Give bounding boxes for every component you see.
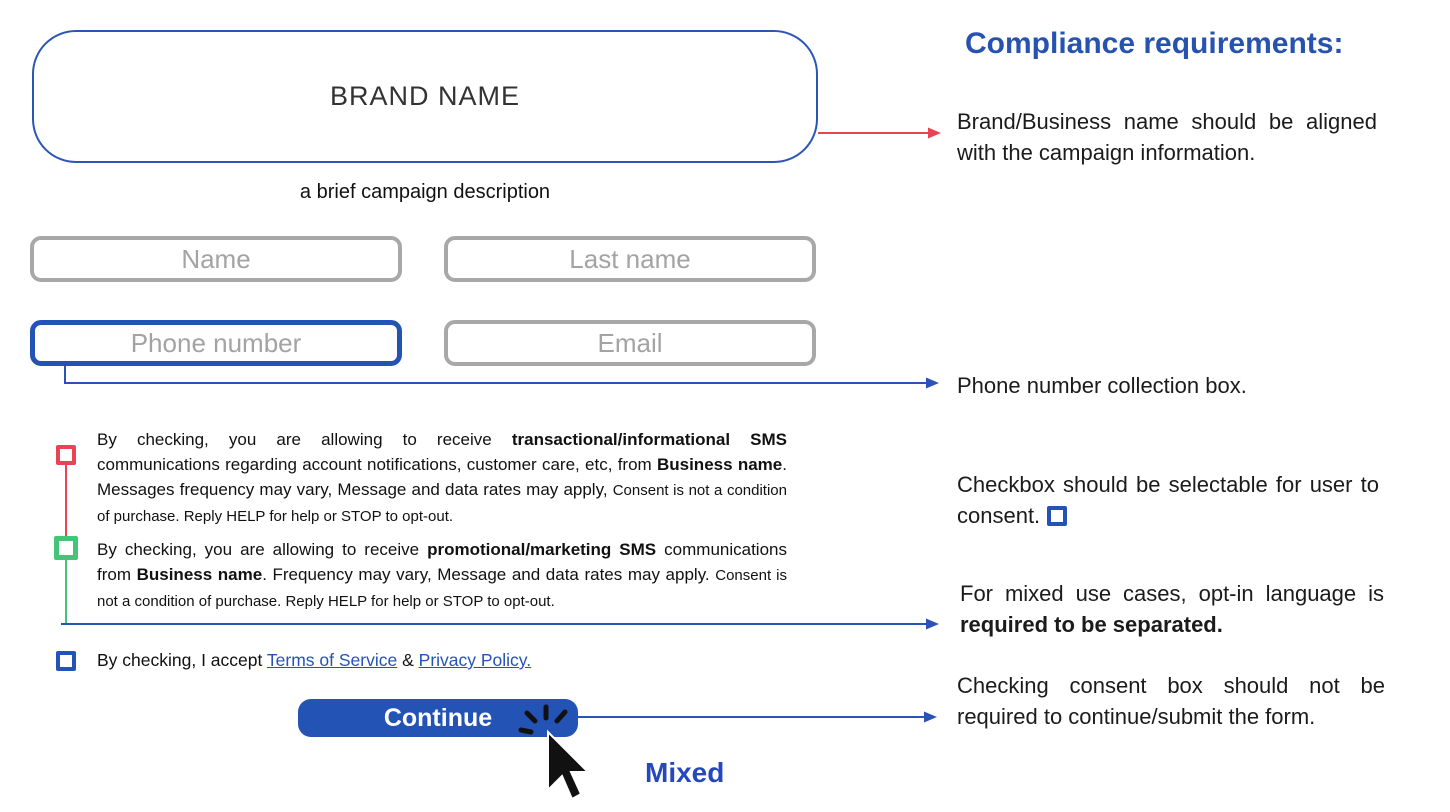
brand-annotation-arrow bbox=[818, 128, 941, 139]
continue-button[interactable]: Continue bbox=[298, 699, 578, 737]
optin-annotation-bold: required to be separated. bbox=[960, 612, 1223, 637]
consent1-fine-print: Consent is not a condition of purchase. Reply HELP for help or STOP to opt-out. bbox=[97, 482, 787, 525]
brand-name-box bbox=[32, 30, 818, 163]
terms-of-service-link[interactable]: Terms of Service bbox=[266, 650, 398, 670]
cursor-click-icon bbox=[517, 702, 599, 802]
brand-annotation: Brand/Business name should be aligned with the campaign information. bbox=[957, 109, 1377, 165]
last-name-input[interactable] bbox=[444, 236, 816, 282]
consent2-prefix: By checking, you are allowing to receive bbox=[97, 540, 428, 559]
mixed-use-case-label: Mixed bbox=[645, 757, 725, 788]
terms-checkbox[interactable] bbox=[56, 651, 76, 671]
consent2-fine-print: Consent is not a condition of purchase. Reply HELP for help or STOP to opt-out. bbox=[97, 567, 787, 610]
terms-text bbox=[97, 650, 531, 671]
brand-name-label: BRAND NAME bbox=[329, 81, 521, 111]
optin-annotation-arrow bbox=[61, 619, 939, 630]
phone-number-input[interactable] bbox=[30, 320, 402, 366]
consent1-middle2: . Messages frequency may vary, Message and data rates may apply, bbox=[97, 455, 787, 499]
consent2-bold-sms: promotional/marketing SMS bbox=[427, 540, 657, 559]
promotional-consent-text bbox=[97, 537, 787, 614]
consent1-bold-sms: transactional/informational SMS bbox=[511, 430, 787, 449]
consent2-middle2: . Frequency may vary, Message and data rates may apply. bbox=[262, 565, 716, 584]
privacy-policy-link[interactable]: Privacy Policy. bbox=[418, 650, 532, 670]
terms-separator: & bbox=[397, 650, 419, 670]
continue-annotation: Checking consent box should not be required to continue/submit the form. bbox=[957, 673, 1385, 729]
email-input[interactable] bbox=[444, 320, 816, 366]
consent-checkbox-icon bbox=[1047, 506, 1067, 526]
promotional-consent-checkbox[interactable] bbox=[54, 536, 78, 560]
transactional-consent-text bbox=[97, 427, 787, 529]
consent2-business-name: Business name bbox=[136, 565, 263, 584]
consent1-business-name: Business name bbox=[656, 455, 783, 474]
name-input[interactable] bbox=[30, 236, 402, 282]
terms-prefix: By checking, I accept bbox=[97, 650, 267, 670]
continue-annotation-arrow bbox=[578, 712, 937, 723]
checkbox-annotation bbox=[957, 469, 1379, 531]
consent1-middle: communications regarding account notifications, customer care, etc, from bbox=[97, 455, 657, 474]
optin-annotation-text: For mixed use cases, opt-in language is bbox=[960, 581, 1384, 606]
compliance-heading: Compliance requirements: bbox=[965, 27, 1344, 60]
optin-annotation bbox=[960, 578, 1384, 640]
phone-annotation: Phone number collection box. bbox=[957, 373, 1247, 398]
consent1-prefix: By checking, you are allowing to receive bbox=[97, 430, 512, 449]
phone-annotation-arrow bbox=[65, 364, 939, 389]
transactional-consent-checkbox[interactable] bbox=[56, 445, 76, 465]
campaign-description: a brief campaign description bbox=[299, 181, 551, 203]
consent2-middle: communications from bbox=[97, 540, 787, 584]
checkbox-annotation-text: Checkbox should be selectable for user to consent. bbox=[957, 472, 1379, 528]
